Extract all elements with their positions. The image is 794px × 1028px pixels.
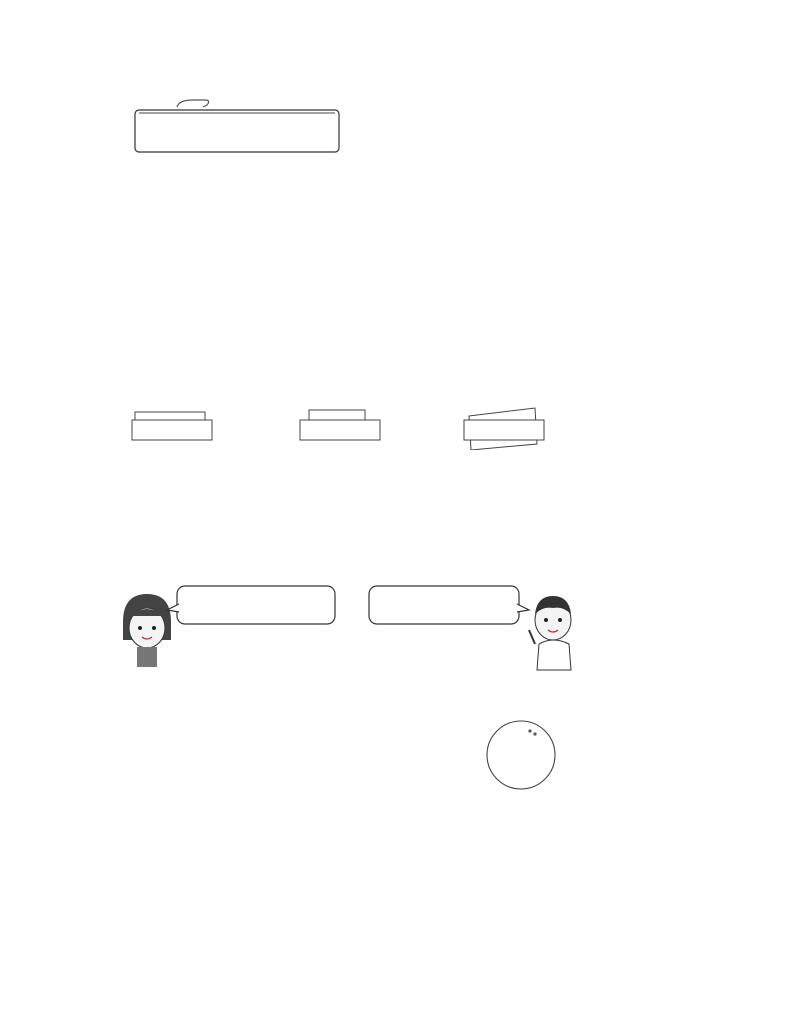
q1-figure-3-svg (449, 400, 549, 450)
q3-figure-svg (117, 580, 577, 672)
q1-figure-1-svg (117, 400, 217, 450)
girl-illustration (123, 594, 171, 667)
girl-speech-bubble (167, 586, 335, 624)
ruler-figure-top (133, 97, 343, 155)
boy-speech-bubble (369, 586, 529, 624)
q4-circle-ring-figure (478, 712, 564, 798)
q1-figure-3 (449, 400, 549, 450)
q1-figure-1 (117, 400, 217, 450)
q1-figure-2 (285, 400, 385, 450)
q3-figure (117, 580, 577, 672)
q4-ring-svg (478, 712, 564, 798)
ruler-top-svg (133, 97, 343, 155)
q1-figure-2-svg (285, 400, 385, 450)
boy-illustration (529, 596, 571, 670)
